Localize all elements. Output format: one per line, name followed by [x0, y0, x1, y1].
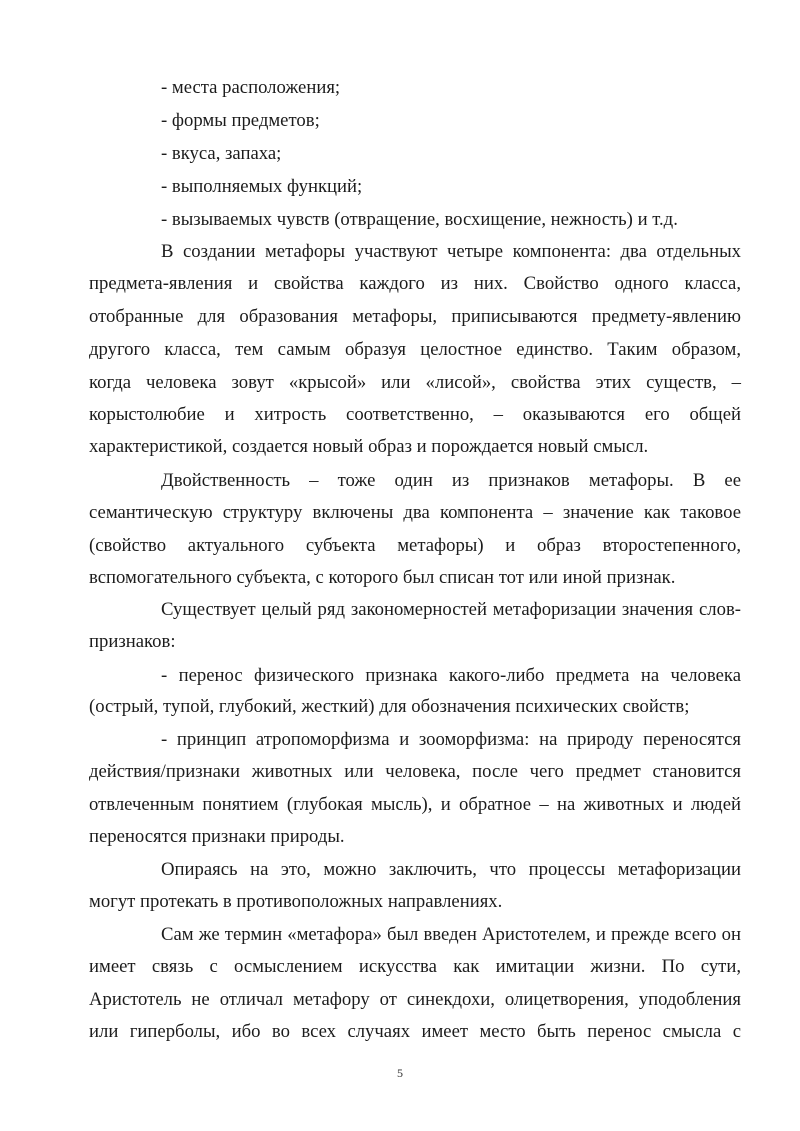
paragraph-line: признаков:	[89, 631, 176, 652]
page-number: 5	[397, 1066, 403, 1080]
paragraph-line: другого класса, тем самым образуя целостное единство. Таким образом,	[89, 339, 741, 360]
paragraph-line: могут протекать в противоположных направлениях.	[89, 891, 503, 912]
paragraph-line: или гиперболы, ибо во всех случаях имеет место быть перенос смысла с	[89, 1021, 741, 1042]
paragraph-line: Опираясь на это, можно заключить, что процессы метафоризации	[161, 859, 741, 880]
paragraph-line: корыстолюбие и хитрость соответственно, – оказываются его общей	[89, 404, 741, 425]
list-item-functions: - выполняемых функций;	[161, 176, 363, 197]
paragraph-line: (свойство актуального субъекта метафоры) и образ второстепенного,	[89, 535, 741, 556]
list-item-feelings: - вызываемых чувств (отвращение, восхищение, нежность) и т.д.	[161, 209, 678, 230]
paragraph-line: характеристикой, создается новый образ и порождается новый смысл.	[89, 436, 649, 457]
paragraph-line: отобранные для образования метафоры, приписываются предмету-явлению	[89, 306, 741, 327]
paragraph-line: семантическую структуру включены два компонента – значение как таковое	[89, 502, 741, 523]
paragraph-line: Аристотель не отличал метафору от синекдохи, олицетворения, уподобления	[89, 989, 741, 1010]
paragraph-line: действия/признаки животных или человека, после чего предмет становится	[89, 761, 741, 782]
list-item-taste-smell: - вкуса, запаха;	[161, 143, 282, 164]
paragraph-line: вспомогательного субъекта, с которого был списан тот или иной признак.	[89, 567, 676, 588]
paragraph-line: имеет связь с осмыслением искусства как имитации жизни. По сути,	[89, 956, 741, 977]
paragraph-line: - перенос физического признака какого-либо предмета на человека	[161, 665, 741, 686]
list-item-shape: - формы предметов;	[161, 110, 320, 131]
paragraph-line: Существует целый ряд закономерностей метафоризации значения слов-	[161, 599, 741, 620]
paragraph-line: - принцип атропоморфизма и зооморфизма: на природу переносятся	[161, 729, 741, 750]
paragraph-line: Сам же термин «метафора» был введен Аристотелем, и прежде всего он	[161, 924, 741, 945]
paragraph-line: когда человека зовут «крысой» или «лисой», свойства этих существ, –	[89, 372, 741, 393]
paragraph-line: (острый, тупой, глубокий, жесткий) для обозначения психических свойств;	[89, 696, 690, 717]
paragraph-line: Двойственность – тоже один из признаков метафоры. В ее	[161, 470, 741, 491]
paragraph-line: переносятся признаки природы.	[89, 826, 345, 847]
list-item-location: - места расположения;	[161, 77, 341, 98]
paragraph-line: В создании метафоры участвуют четыре компонента: два отдельных	[161, 241, 741, 262]
paragraph-line: отвлеченным понятием (глубокая мысль), и обратное – на животных и людей	[89, 794, 741, 815]
paragraph-line: предмета-явления и свойства каждого из них. Свойство одного класса,	[89, 273, 741, 294]
